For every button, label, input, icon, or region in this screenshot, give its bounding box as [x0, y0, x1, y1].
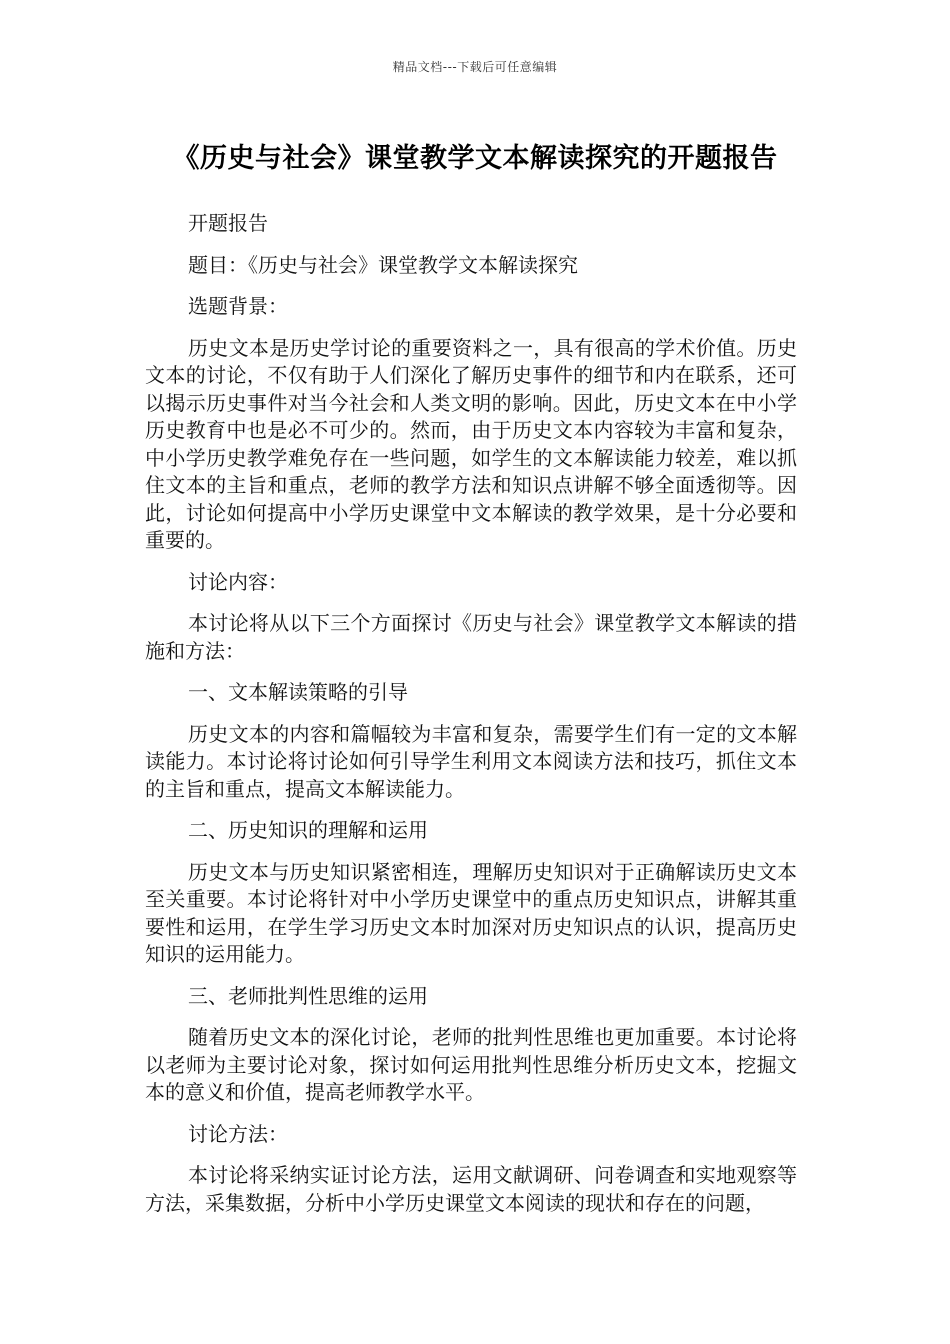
document-title: 《历史与社会》课堂教学文本解读探究的开题报告: [172, 143, 778, 174]
paragraph-section-three-heading: 三、老师批判性思维的运用: [188, 983, 428, 1008]
paragraph-section-three: 随着历史文本的深化讨论，老师的批判性思维也更加重要。本讨论将以老师为主要讨论对象，探讨如何运用批判性思维分析历史文本，挖掘文本的意义和价值，提高老师教学水平。: [145, 1025, 797, 1104]
paragraph-section-one-heading: 一、文本解读策略的引导: [188, 680, 408, 704]
paragraph-background: 历史文本是历史学讨论的重要资料之一，具有很高的学术价值。历史文本的讨论，不仅有助于人们深化了解历史事件的细节和内在联系，还可以揭示历史事件对当今社会和人类文明的影响。因此，历史文本在中小学历史教育中也是必不可少的。然而，由于历史文本内容较为丰富和复杂，中小学历史教学难免存在一些问题，如学生的文本解读能力较差，难以抓住文本的主旨和重点，老师的教学方法和知识点讲解不够全面透彻等。因此，讨论如何提高中小学历史课堂中文本解读的教学效果，是十分必要和重要的。: [145, 335, 797, 552]
paragraph-background-heading: 选题背景：: [188, 294, 288, 318]
paragraph-method: 本讨论将采纳实证讨论方法，运用文献调研、问卷调查和实地观察等方法，采集数据，分析中小学历史课堂文本阅读的现状和存在的问题，: [145, 1163, 797, 1215]
paragraph-section-two: 历史文本与历史知识紧密相连，理解历史知识对于正确解读历史文本至关重要。本讨论将针对中小学历史课堂中的重点历史知识点，讲解其重要性和运用，在学生学习历史文本时加深对历史知识点的认识，提高历史知识的运用能力。: [145, 859, 797, 966]
document-body: [145, 210, 797, 1231]
paragraph-section-two-heading: 二、历史知识的理解和运用: [188, 818, 428, 842]
paragraph-report-label: 开题报告: [188, 211, 268, 235]
paragraph-content-intro: 本讨论将从以下三个方面探讨《历史与社会》课堂教学文本解读的措施和方法：: [145, 611, 797, 663]
header-note: 精品文档---下载后可任意编辑: [392, 60, 558, 74]
paragraph-method-heading: 讨论方法：: [188, 1121, 288, 1146]
paragraph-section-one: 历史文本的内容和篇幅较为丰富和复杂，需要学生们有一定的文本解读能力。本讨论将讨论如何引导学生利用文本阅读方法和技巧，抓住文本的主旨和重点，提高文本解读能力。: [145, 721, 797, 801]
paragraph-content-heading: 讨论内容：: [188, 569, 288, 594]
paragraph-topic: 题目：《历史与社会》课堂教学文本解读探究: [188, 252, 578, 277]
